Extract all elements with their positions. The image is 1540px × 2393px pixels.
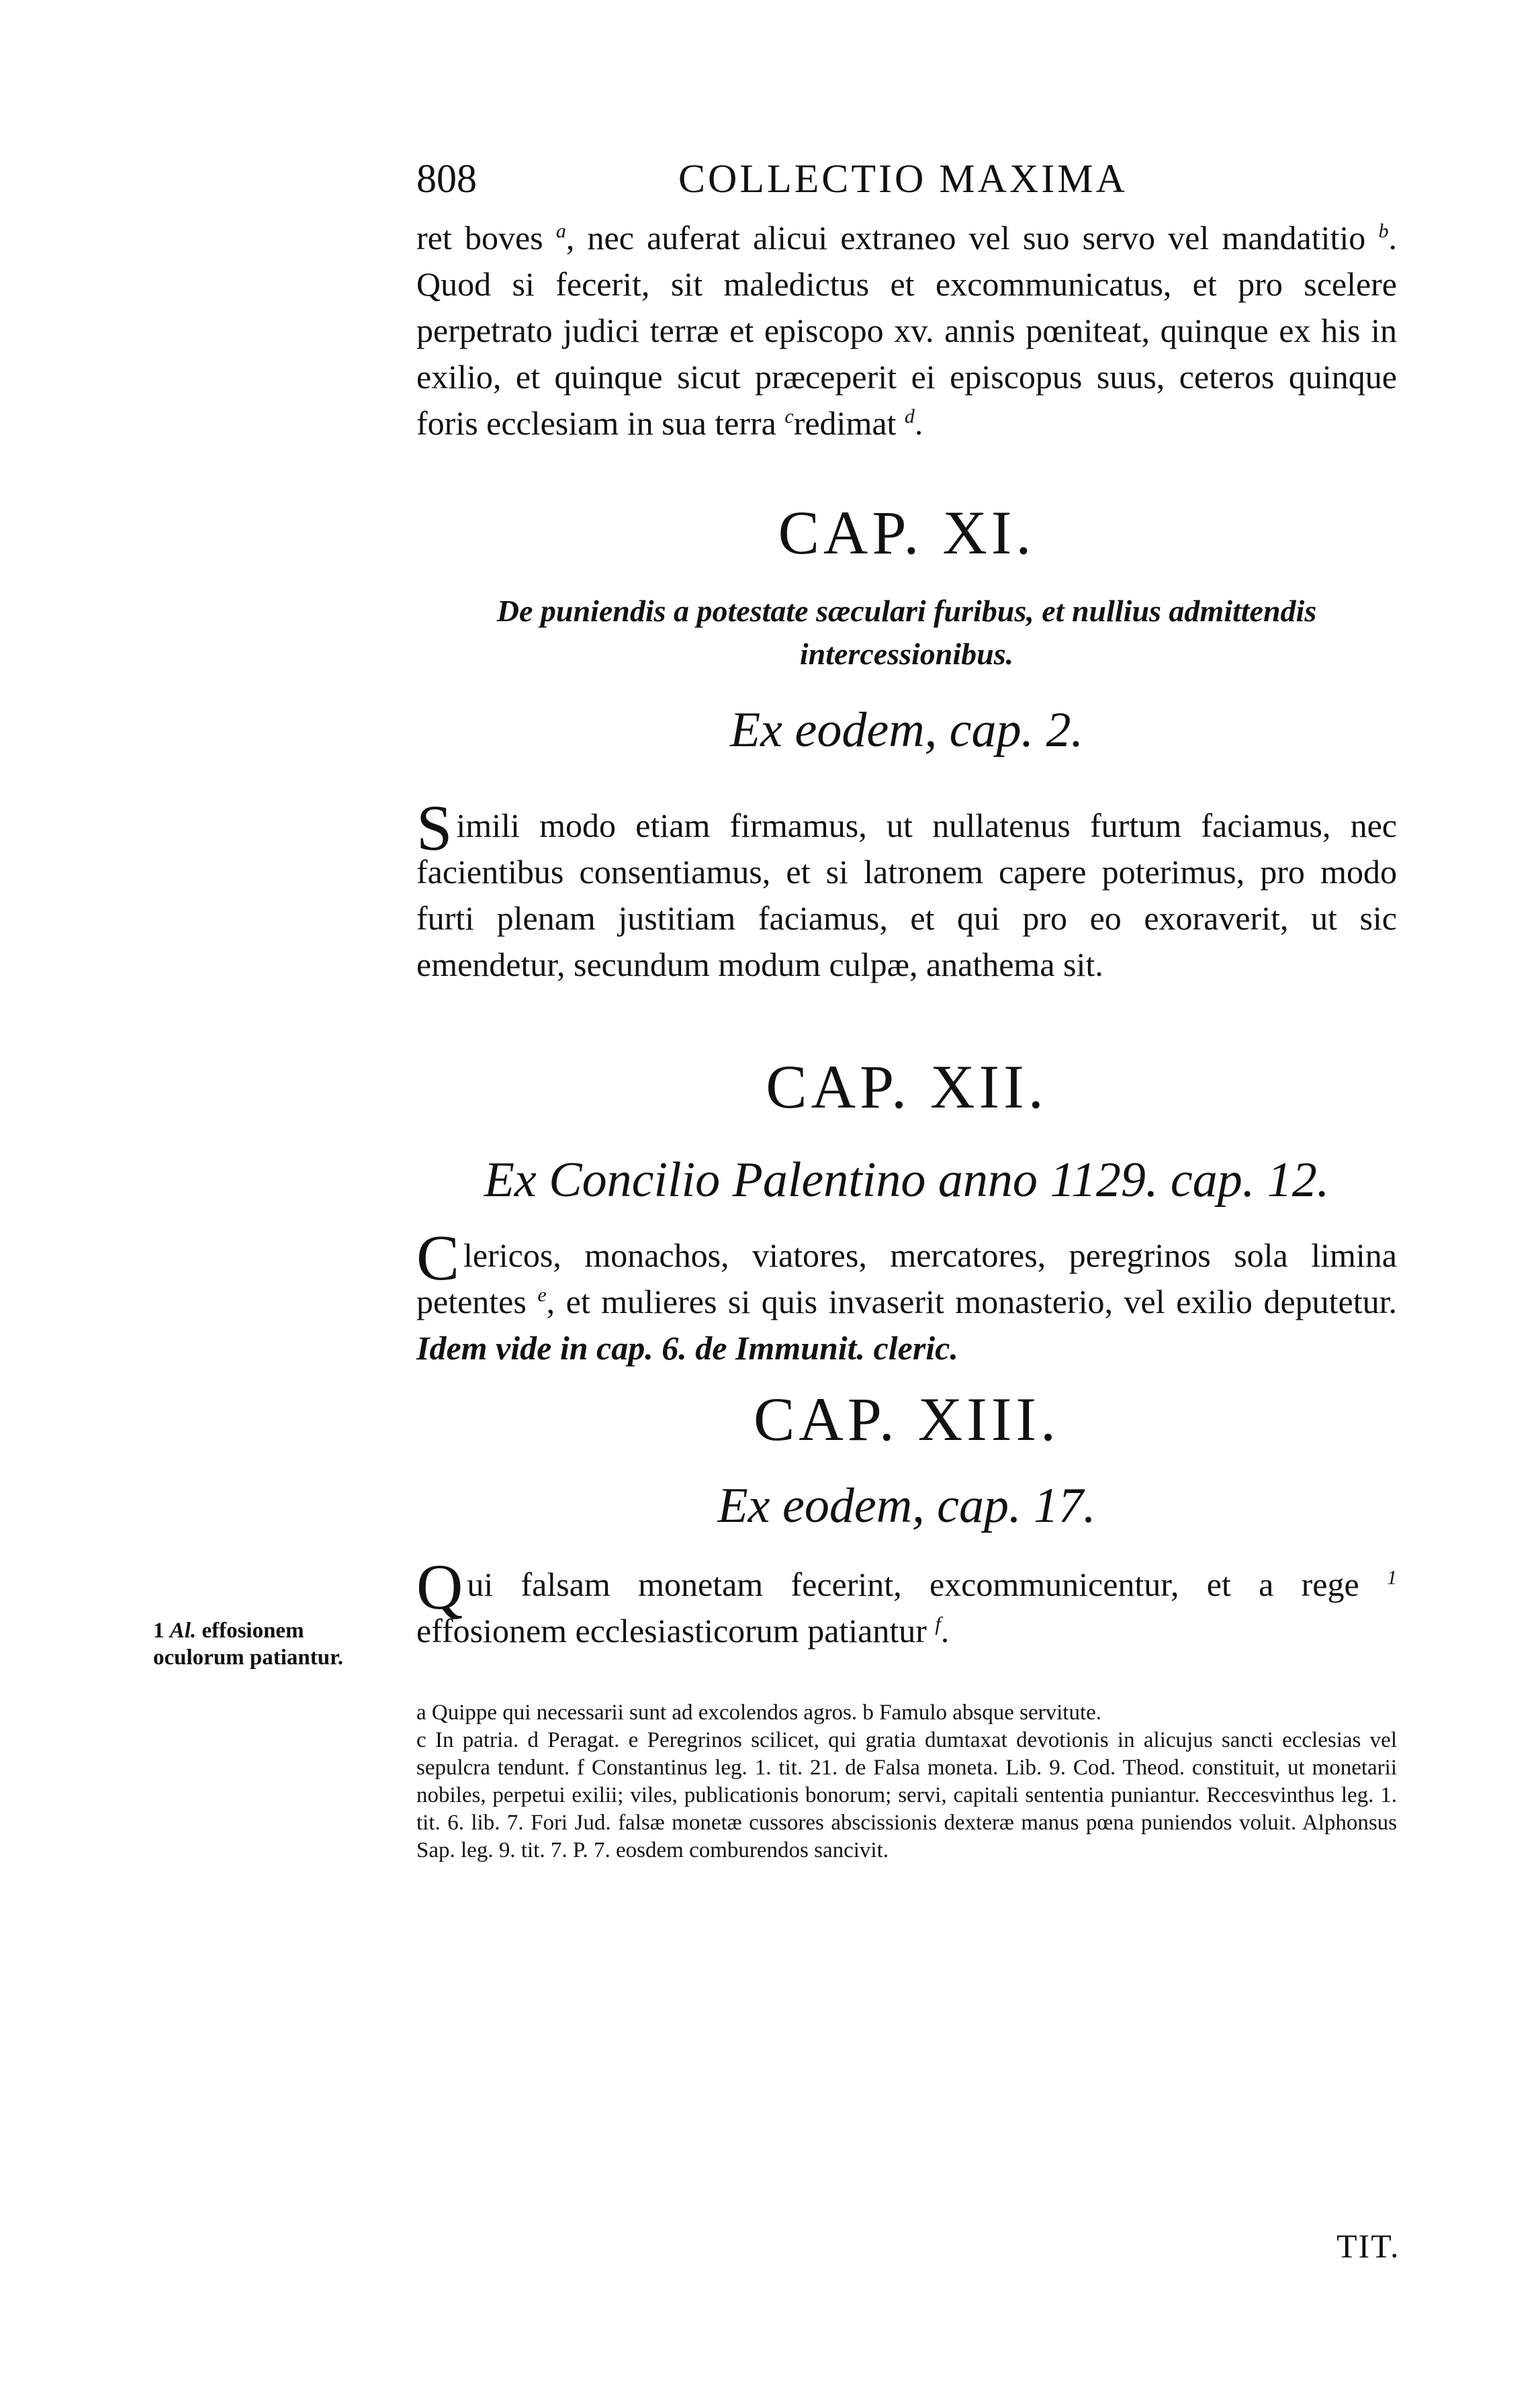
marginal-note-abbr: Al.	[169, 1619, 197, 1643]
footnote-line: c In patria. d Peragat. e Peregrinos scilicet, qui gratia dumtaxat devotionis in alicujus sancti ecclesias vel sepulcra tendunt. f Constantinus leg. 1. tit. 21. de Falsa moneta. Lib. 9. Cod. Theod. constituit, ut monetarii nobiles, perpetui exilii; viles, publicationis bonorum; servi, capitali sententia puniantur. Reccesvinthus leg. 1. tit. 6. lib. 7. Fori Jud. falsæ monetæ cussores abscissionis dexteræ manus pœna puniendos voluit. Alphonsus Sap. leg. 9. tit. 7. P. 7. eosdem comburendos sancivit.	[416, 1728, 1397, 1862]
paragraph-continuation	[416, 215, 1397, 447]
paragraph-text	[416, 1551, 1397, 1654]
text-segment: effosionem ecclesiasticorum patiantur	[416, 1612, 927, 1650]
chapter-text-12	[416, 1222, 1397, 1371]
text-segment: lericos, monachos, viatores, mercatores, peregrinos sola limina petentes	[416, 1236, 1397, 1320]
running-title: COLLECTIO MAXIMA	[678, 156, 1128, 201]
initial-letter: Q	[416, 1551, 463, 1623]
paragraph-text	[416, 215, 1397, 447]
cross-reference: Idem vide in cap. 6. de Immunit. cleric.	[416, 1329, 958, 1367]
chapter-source-12: Ex Concilio Palentino anno 1129. cap. 12.	[484, 1153, 1330, 1208]
chapter-rubric-11: De puniendis a potestate sæculari furibus, et nullius admittendis intercessionibus.	[496, 594, 1317, 671]
catchword: TIT.	[1337, 2227, 1400, 2265]
marginal-note	[153, 1617, 395, 1671]
chapter-source-11: Ex eodem, cap. 2.	[729, 703, 1084, 758]
marginal-note-text: effosionem oculorum patiantur.	[153, 1619, 343, 1670]
chapter-text-11	[416, 792, 1397, 988]
note-mark: d	[904, 405, 915, 428]
text-segment: . Quod si fecerit, sit maledictus et excommunicatus, et pro scelere perpetrato judici terræ et episcopo xv. annis pœniteat, quinque ex his in exilio, et quinque sicut præceperit ei episcopus suus, ceteros quinque foris ecclesiam in sua terra	[416, 219, 1398, 442]
text-segment: ui falsam monetam fecerint, excommunicentur, et a rege	[467, 1566, 1359, 1603]
note-mark: e	[537, 1283, 547, 1306]
paragraph-text	[416, 1222, 1397, 1371]
footnote-line: a Quippe qui necessarii sunt ad excolendos agros. b Famulo absque servitute.	[416, 1701, 1102, 1725]
note-mark: f	[935, 1613, 941, 1635]
initial-letter: S	[416, 792, 453, 864]
marginal-note-number: 1	[153, 1619, 165, 1643]
paragraph-text	[416, 792, 1397, 988]
note-mark: a	[555, 220, 566, 242]
initial-letter: C	[416, 1222, 460, 1294]
note-mark: 1	[1387, 1566, 1397, 1589]
text-segment: , et mulieres si quis invaserit monasterio, vel exilio deputetur.	[546, 1283, 1397, 1320]
note-mark: c	[784, 405, 794, 428]
chapter-source-13: Ex eodem, cap. 17.	[717, 1478, 1096, 1533]
chapter-heading-11: CAP. XI.	[778, 498, 1036, 567]
text-segment: ret boves	[416, 219, 543, 257]
text-segment: imili modo etiam firmamus, ut nullatenus furtum faciamus, nec facientibus consentiamus, et si latronem capere poterimus, pro modo furti plenam justitiam faciamus, et qui pro eo exoraverit, ut sic emendetur, secundum modum culpæ, anathema sit.	[416, 807, 1397, 983]
note-mark: b	[1378, 220, 1389, 242]
text-segment: .	[914, 404, 923, 442]
chapter-heading-13: CAP. XIII.	[753, 1385, 1060, 1453]
text-segment: , nec auferat alicui extraneo vel suo servo vel mandatitio	[565, 219, 1366, 257]
footnotes	[416, 1699, 1397, 1864]
text-segment: .	[940, 1612, 950, 1650]
chapter-text-13	[416, 1551, 1397, 1654]
chapter-heading-12: CAP. XII.	[766, 1052, 1048, 1121]
page-number: 808	[416, 156, 477, 201]
text-segment: redimat	[793, 404, 897, 442]
